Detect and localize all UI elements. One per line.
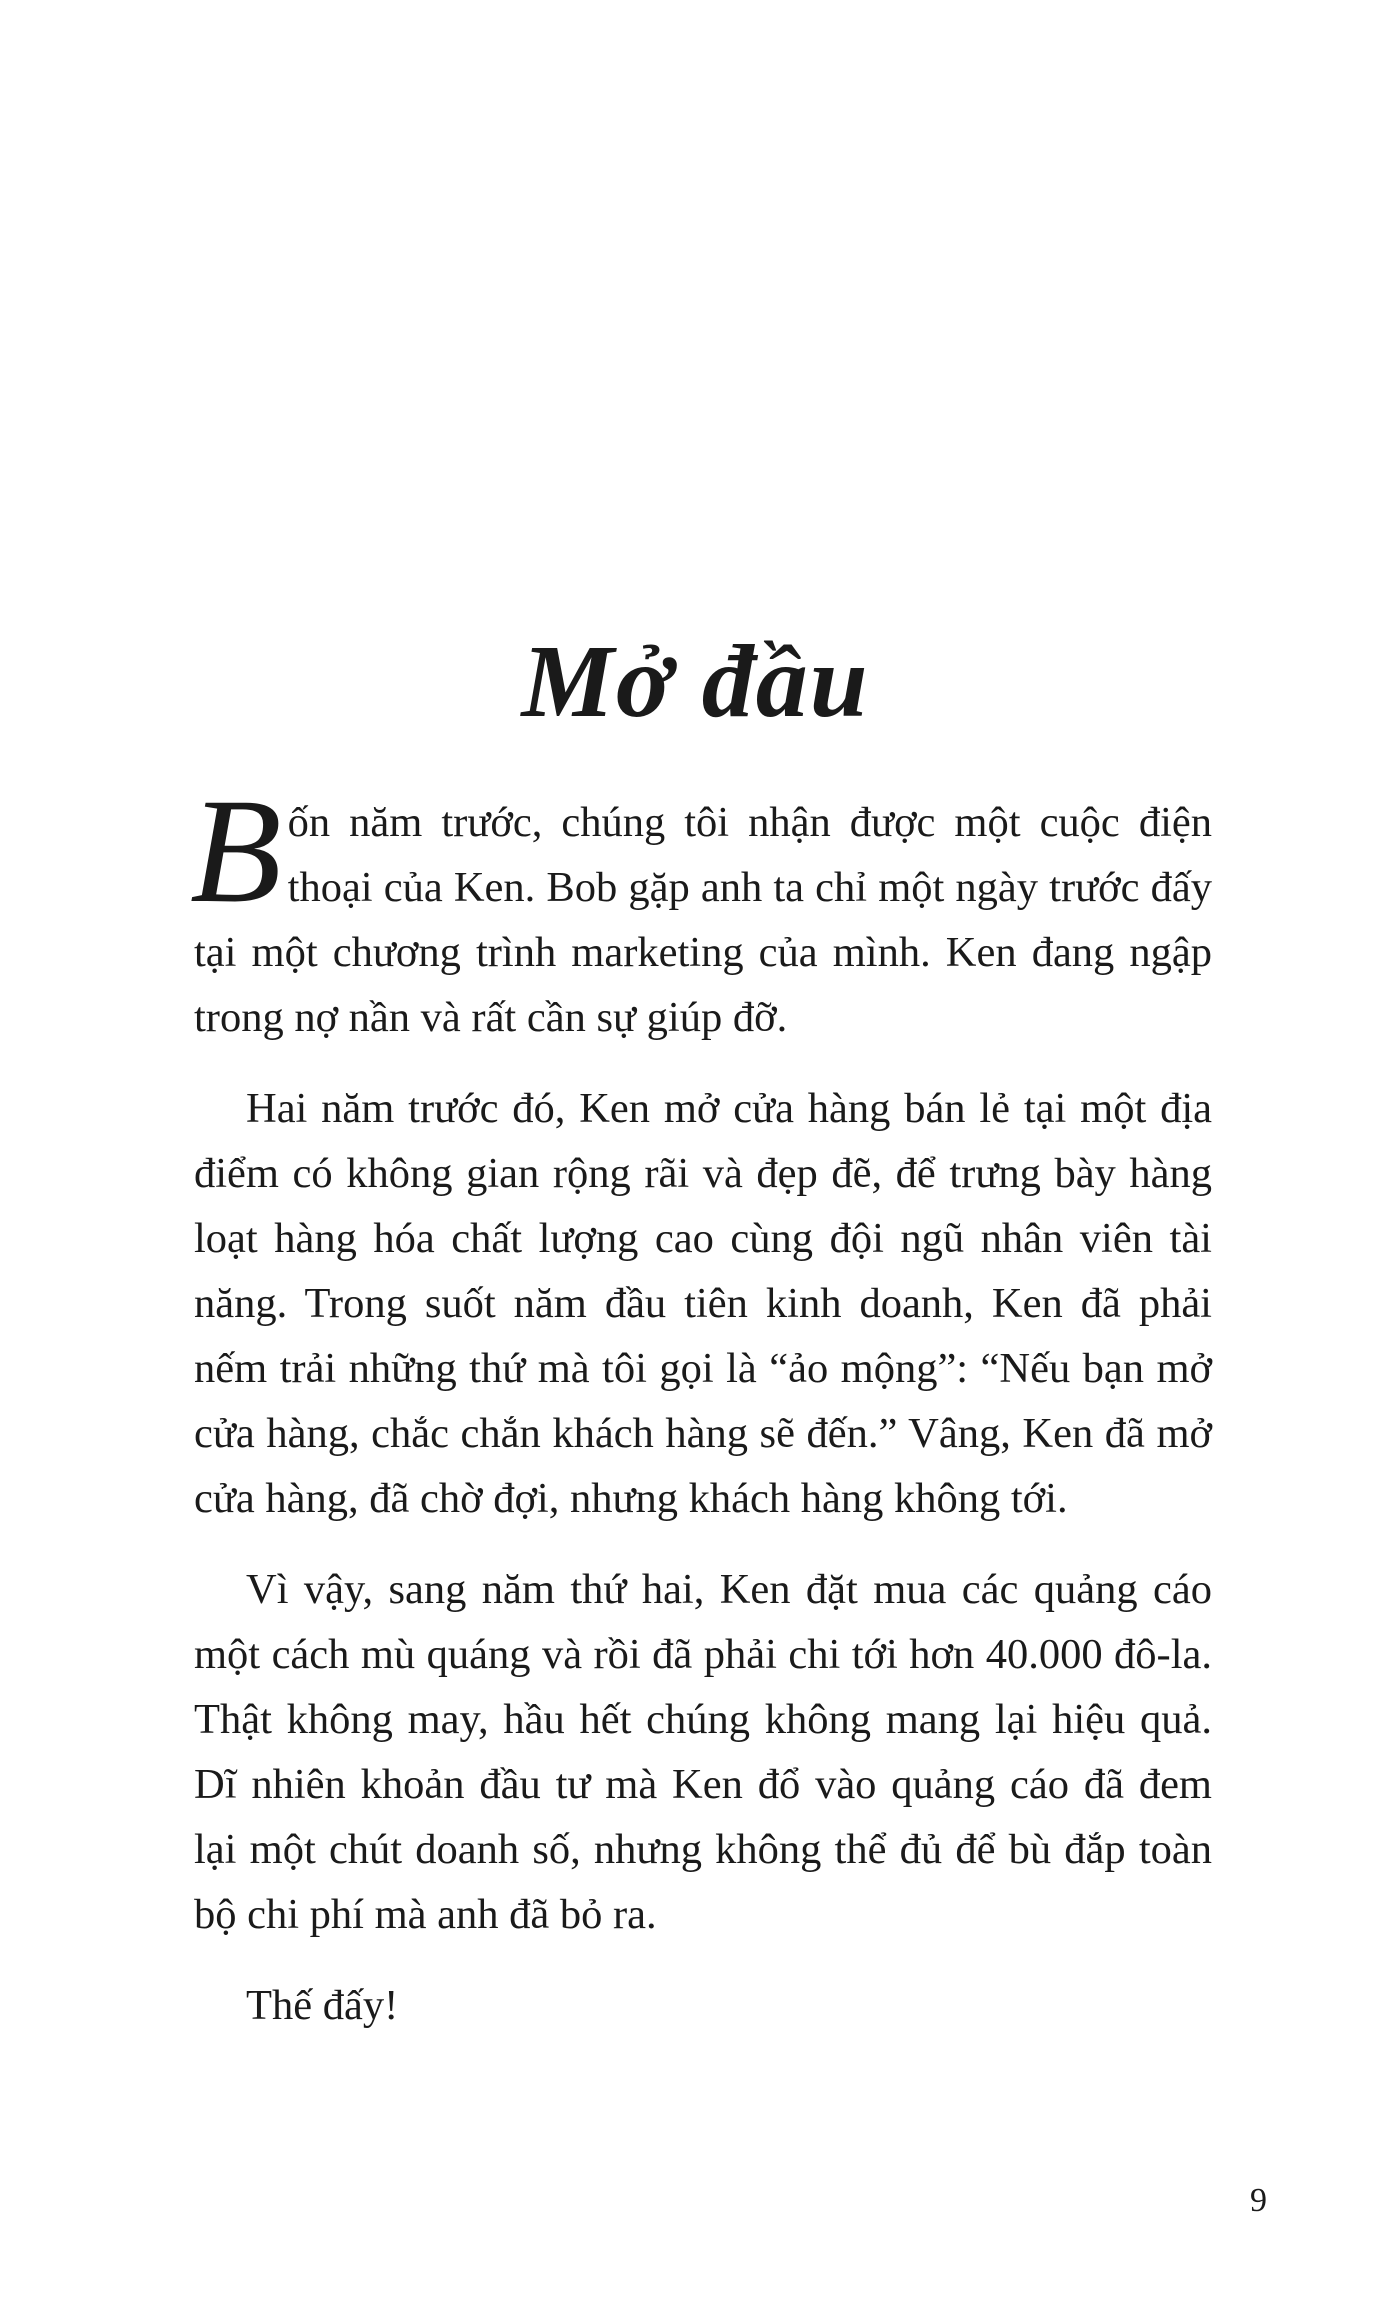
drop-cap: B: [190, 768, 282, 934]
page-number: 9: [1250, 2182, 1267, 2219]
paragraph-3: Vì vậy, sang năm thứ hai, Ken đặt mua các quảng cáo một cách mù quáng và rồi đã phải chi tới hơn 40.000 đô-la. Thật không may, hầu hết chúng không mang lại hiệu quả. Dĩ nhiên khoản đầu tư mà Ken đổ vào quảng cáo đã đem lại một chút doanh số, nhưng không thể đủ để bù đắp toàn bộ chi phí mà anh đã bỏ ra.: [194, 1566, 1212, 1938]
chapter-title: Mở đầu: [521, 623, 870, 739]
chapter-body: [190, 768, 1212, 2064]
paragraph-4: Thế đấy!: [246, 1982, 399, 2029]
paragraph-1: [190, 768, 1212, 1050]
paragraph-2: Hai năm trước đó, Ken mở cửa hàng bán lẻ tại một địa điểm có không gian rộng rãi và đẹp đẽ, để trưng bày hàng loạt hàng hóa chất lượng cao cùng đội ngũ nhân viên tài năng. Trong suốt năm đầu tiên kinh doanh, Ken đã phải nếm trải những thứ mà tôi gọi là “ảo mộng”: “Nếu bạn mở cửa hàng, chắc chắn khách hàng sẽ đến.” Vâng, Ken đã mở cửa hàng, đã chờ đợi, nhưng khách hàng không tới.: [194, 1085, 1212, 1522]
paragraph-1-text: ốn năm trước, chúng tôi nhận được một cuộc điện thoại của Ken. Bob gặp anh ta chỉ một ngày trước đấy tại một chương trình marketing của mình. Ken đang ngập trong nợ nần và rất cần sự giúp đỡ.: [194, 799, 1212, 1041]
